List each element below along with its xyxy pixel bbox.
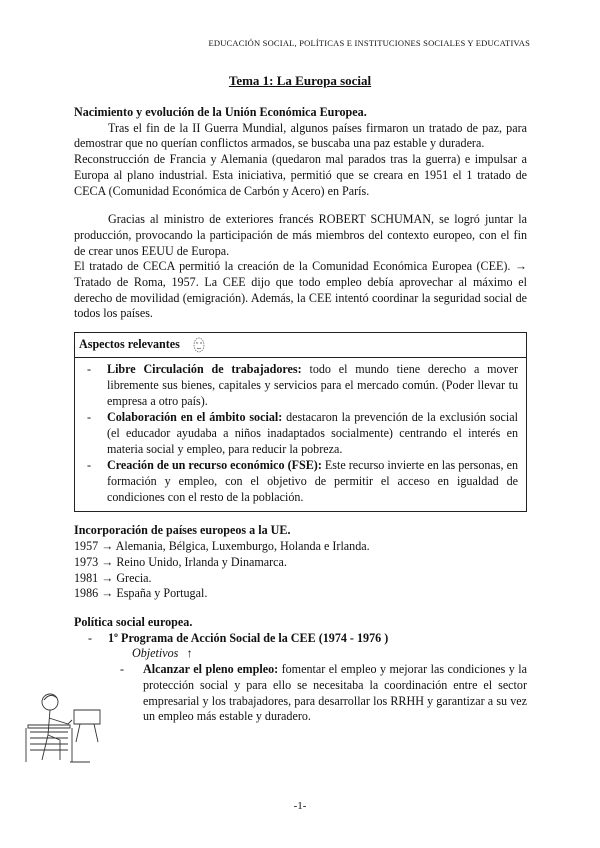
term: Creación de un recurso económico (FSE):: [107, 458, 322, 473]
description: fomentar el empleo y mejorar las condiciones y la protección social y para ello se necesitaba la coordinación entre el sector empresarial y los trabajadores, para desarrollar los RRHH y garantizar a su vez un empleo más estable y duradero.: [143, 662, 527, 724]
description: destacaron la prevención de la exclusión social (el educador ayudaba a niños inadaptados socialmente) centrando el interés en materia social y empleo, para reducir la pobreza.: [107, 410, 518, 456]
paragraph: Tras el fin de la II Guerra Mundial, algunos países firmaron un tratado de paz, para demostrar que no querían conflictos armados, se buscaba una paz estable y duradera.: [74, 120, 527, 151]
section-heading-politica: Política social europea.: [74, 614, 193, 629]
list-item: 1981 → Grecia.: [74, 570, 152, 585]
list-item: - Colaboración en el ámbito social: destacaron la prevención de la exclusión social (el educador ayudaba a niños inadaptados socialmente) centrando el interés en materia social y empleo, para reducir la pobreza.: [87, 410, 518, 456]
paragraph: Gracias al ministro de exteriores francés ROBERT SCHUMAN, se logró juntar la producción, provocando la participación de más miembros del contexto europeo, con el fin de crear unos EEUU de Europa.: [74, 212, 527, 258]
objetivos-label: Objetivos ↑: [132, 646, 193, 661]
page-number: -1-: [293, 800, 307, 812]
description: Este recurso invierte en las personas, en formación y empleo, con el objetivo de permitir el acceso en igualdad de condiciones con el resto de la población.: [107, 458, 519, 504]
term: Colaboración en el ámbito social:: [107, 410, 283, 425]
description: todo el mundo tiene derecho a mover libremente sus bienes, capitales y servicios para el mercado común. (Poder llevar tu empresa a otro país).: [107, 362, 519, 408]
list-item: 1986 → España y Portugal.: [74, 586, 208, 601]
running-header: EDUCACIÓN SOCIAL, POLÍTICAS E INSTITUCIONES SOCIALES Y EDUCATIVAS: [208, 38, 530, 48]
document-body: [74, 105, 527, 725]
program-title: 1º Programa de Acción Social de la CEE (1974 - 1976 ): [108, 630, 389, 645]
person-at-desk-sketch-icon: [20, 680, 120, 775]
objective-item: - Alcanzar el pleno empleo: fomentar el empleo y mejorar las condiciones y la protección social y para ello se necesitaba la coordinación entre el sector empresarial y los trabajadores, para desarrollar los RRHH y garantizar a su vez un empleo más estable y duradero.: [120, 662, 527, 724]
section-heading-nacimiento: Nacimiento y evolución de la Unión Económica Europea.: [74, 105, 367, 119]
list-item: 1957 → Alemania, Bélgica, Luxemburgo, Holanda e Irlanda.: [74, 539, 370, 554]
program-item: - 1º Programa de Acción Social de la CEE (1974 - 1976 ): [88, 630, 389, 645]
list-item: 1973 → Reino Unido, Irlanda y Dinamarca.: [74, 554, 287, 569]
paragraph: El tratado de CECA permitió la creación de la Comunidad Económica Europea (CEE). → Tratado de Roma, 1957. La CEE dijo que todo empleo debía aprovechar al máximo el derecho de movilidad (emigración). Además, la CEE intentó coordinar la seguridad social de todos los países.: [74, 259, 527, 321]
page-title: Tema 1: La Europa social: [228, 73, 372, 88]
box-title-row: [75, 333, 526, 358]
list-item: - Creación de un recurso económico (FSE): Este recurso invierte en las personas, en formación y empleo, con el objetivo de permitir el acceso en igualdad de condiciones con el resto de la población.: [87, 458, 519, 504]
term: Libre Circulación de trabajadores:: [107, 362, 302, 377]
arrow-up-icon: ↑: [186, 646, 193, 661]
list-item: - Libre Circulación de trabajadores: todo el mundo tiene derecho a mover libremente sus bienes, capitales y servicios para el mercado común. (Poder llevar tu empresa a otro país).: [87, 362, 519, 408]
section-heading-incorporacion: Incorporación de países europeos a la UE.: [74, 523, 291, 538]
paragraph: Reconstrucción de Francia y Alemania (quedaron mal parados tras la guerra) e impulsar a Europa al plano industrial. Esta iniciativa, permitió que se creara en 1951 el 1 tratado de CECA (Comunidad Económica de Carbón y Acero) en París.: [74, 152, 527, 198]
face-doodle-icon: [192, 336, 206, 354]
term: Alcanzar el pleno empleo:: [143, 662, 279, 677]
aspectos-relevantes-box: [74, 332, 527, 512]
box-title: Aspectos relevantes: [79, 337, 180, 352]
box-list: [75, 358, 526, 511]
